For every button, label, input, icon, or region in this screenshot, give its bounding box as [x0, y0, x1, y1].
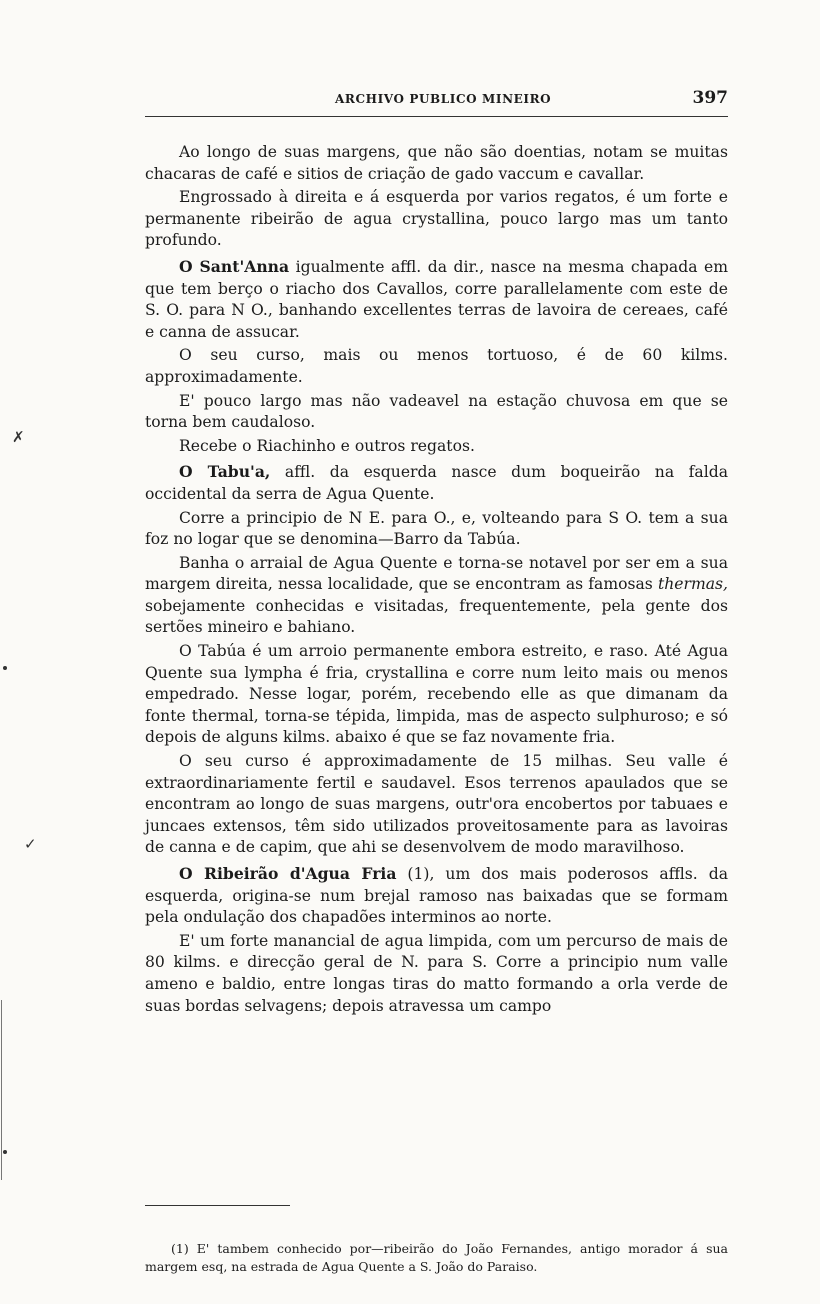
paragraph: Corre a principio de N E. para O., e, volteando para S O. tem a sua foz no logar que se denomina—Barro da Tabúa. [145, 508, 728, 549]
paragraph-text: (1), um dos mais poderosos affls. da esquerda, origina-se num brejal ramoso nas baixadas que se formam pela ondulação dos chapadões interminos ao norte. [145, 865, 728, 927]
page-header [145, 88, 728, 117]
paragraph-text: affl. da esquerda nasce dum boqueirão na falda occidental da serra de Agua Quente. [145, 463, 728, 503]
paragraph: Recebe o Riachinho e outros regatos. [179, 436, 475, 455]
section-heading: O Tabu'a, [179, 462, 271, 482]
page-number: 397 [692, 88, 728, 108]
paragraph: E' pouco largo mas não vadeavel na estação chuvosa em que se torna bem caudaloso. [145, 391, 728, 432]
paragraph [145, 863, 728, 929]
paragraph: O Tabúa é um arroio permanente embora estreito, e raso. Até Agua Quente sua lympha é fria, crystallina e corre num leito mais ou menos empedrado. Nesse logar, porém, recebendo elle as que dimanam da fonte thermal, torna-se tépida, limpida, mas de aspecto sulphuroso; e só depois de alguns kilms. abaixo é que se faz novamente fria. [145, 642, 728, 747]
body-text [145, 142, 728, 1019]
paragraph: Ao longo de suas margens, que não são doentias, notam se muitas chacaras de café e sitios de criação de gado vaccum e cavallar. [145, 143, 728, 183]
section-heading: O Sant'Anna [179, 256, 290, 276]
margin-dot [3, 666, 7, 670]
scan-edge-line [1, 1000, 2, 1180]
margin-mark: ✓ [24, 835, 37, 853]
paragraph [145, 461, 728, 505]
section-heading: O Ribeirão d'Agua Fria [179, 864, 397, 883]
paragraph [145, 553, 728, 639]
footnote-separator [145, 1205, 290, 1206]
footnote-text: (1) E' tambem conhecido por—ribeirão do João Fernandes, antigo morador á sua margem esq, na estrada de Agua Quente a S. João do Paraiso. [145, 1241, 728, 1274]
paragraph-text: igualmente affl. da dir., nasce na mesma chapada em que tem berço o riacho dos Cavallos, corre parallelamente com este de S. O. para N O., banhando excellentes terras de lavoira de cereaes, café e canna de assucar. [145, 257, 728, 341]
paragraph: E' um forte manancial de agua limpida, com um percurso de mais de 80 kilms. e direcção geral de N. para S. Corre a principio num valle ameno e baldio, entre longas tiras do matto formando a orla verde de suas bordas selvagens; depois atravessa um campo [145, 931, 728, 1015]
paragraph: O seu curso, mais ou menos tortuoso, é de 60 kilms. approximadamente. [145, 346, 728, 386]
footnote [145, 1240, 728, 1276]
paragraph-text: Banha o arraial de Agua Quente e torna-se notavel por ser em a sua margem direita, nessa localidade, que se encontram as famosas [145, 553, 728, 594]
running-title: ARCHIVO PUBLICO MINEIRO [335, 92, 552, 106]
paragraph: O seu curso é approximadamente de 15 milhas. Seu valle é extraordinariamente fertil e saudavel. Esos terrenos apaulados que se encontram ao longo de suas margens, outr'ora encobertos por tabuaes e juncaes extensos, têm sido utilizados proveitosamente para as lavoiras de canna e de capim, que ahi se desenvolvem de modo maravilhoso. [145, 752, 728, 857]
italic-term: thermas, [657, 575, 728, 594]
margin-mark: ✗ [12, 428, 25, 446]
paragraph: Engrossado à direita e á esquerda por varios regatos, é um forte e permanente ribeirão de agua crystallina, pouco largo mas um tanto profundo. [145, 188, 728, 250]
margin-dot [3, 1150, 7, 1154]
paragraph [145, 256, 728, 343]
paragraph-text: sobejamente conhecidas e visitadas, frequentemente, pela gente dos sertões mineiro e bahiano. [145, 596, 728, 637]
